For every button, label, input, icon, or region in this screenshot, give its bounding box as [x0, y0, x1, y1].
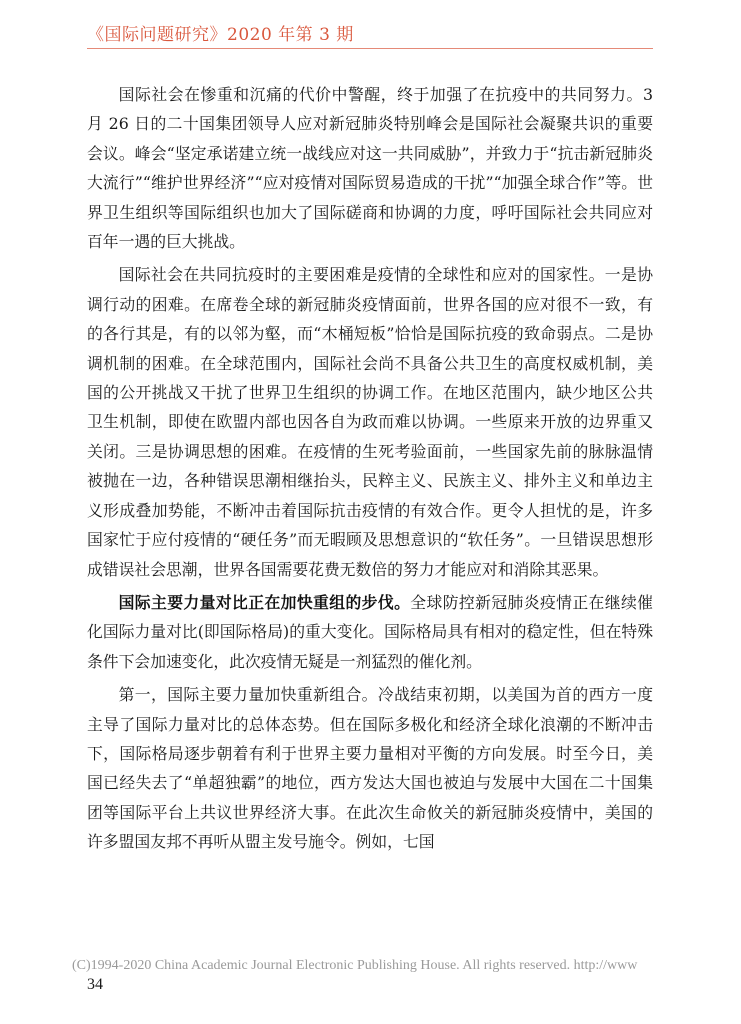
paragraph-1-text: 国际社会在惨重和沉痛的代价中警醒，终于加强了在抗疫中的共同努力。3 月 26 日的二十国集团领导人应对新冠肺炎特别峰会是国际社会凝聚共识的重要会议。峰会“坚定承诺建立统一战线应对这一共同威胁”，并致力于“抗击新冠肺炎大流行”“维护世界经济”“应对疫情对国际贸易造成的干扰”“加强全球合作”等。世界卫生组织等国际组织也加大了国际磋商和协调的力度，呼吁国际社会共同应对百年一遇的巨大挑战。: [87, 85, 653, 252]
article-body: [87, 80, 653, 861]
paragraph-3-text: 全球防控新冠肺炎疫情正在继续催化国际力量对比(即国际格局)的重大变化。国际格局具有相对的稳定性，但在特殊条件下会加速变化，此次疫情无疑是一剂猛烈的催化剂。: [87, 592, 653, 671]
paragraph-4: [87, 680, 653, 856]
header-divider: [87, 48, 653, 49]
page-number: 34: [87, 976, 103, 993]
paragraph-1: [87, 80, 653, 256]
paragraph-4-text: 第一，国际主要力量加快重新组合。冷战结束初期，以美国为首的西方一度主导了国际力量对比的总体态势。但在国际多极化和经济全球化浪潮的不断冲击下，国际格局逐步朝着有利于世界主要力量相对平衡的方向发展。时至今日，美国已经失去了“单超独霸”的地位，西方发达大国也被迫与发展中大国在二十国集团等国际平台上共议世界经济大事。在此次生命攸关的新冠肺炎疫情中，美国的许多盟国友邦不再听从盟主发号施令。例如，七国: [87, 685, 653, 852]
paragraph-3: [87, 588, 653, 676]
paragraph-3-lead: 国际主要力量对比正在加快重组的步伐。: [118, 592, 411, 612]
journal-header-title: 《国际问题研究》2020 年第 3 期: [87, 25, 354, 45]
copyright-notice: (C)1994-2020 China Academic Journal Electronic Publishing House. All rights reserved. http://www: [72, 958, 638, 973]
paragraph-2: [87, 260, 653, 583]
paragraph-2-text: 国际社会在共同抗疫时的主要困难是疫情的全球性和应对的国家性。一是协调行动的困难。在席卷全球的新冠肺炎疫情面前，世界各国的应对很不一致，有的各行其是，有的以邻为壑，而“木桶短板”恰恰是国际抗疫的致命弱点。二是协调机制的困难。在全球范围内，国际社会尚不具备公共卫生的高度权威机制，美国的公开挑战又干扰了世界卫生组织的协调工作。在地区范围内，缺少地区公共卫生机制，即使在欧盟内部也因各自为政而难以协调。一些原来开放的边界重又关闭。三是协调思想的困难。在疫情的生死考验面前，一些国家先前的脉脉温情被抛在一边，各种错误思潮相继抬头，民粹主义、民族主义、排外主义和单边主义形成叠加势能，不断冲击着国际抗击疫情的有效合作。更令人担忧的是，许多国家忙于应付疫情的“硬任务”而无暇顾及思想意识的“软任务”。一旦错误思想形成错误社会思潮，世界各国需要花费无数倍的努力才能应对和消除其恶果。: [87, 265, 653, 579]
